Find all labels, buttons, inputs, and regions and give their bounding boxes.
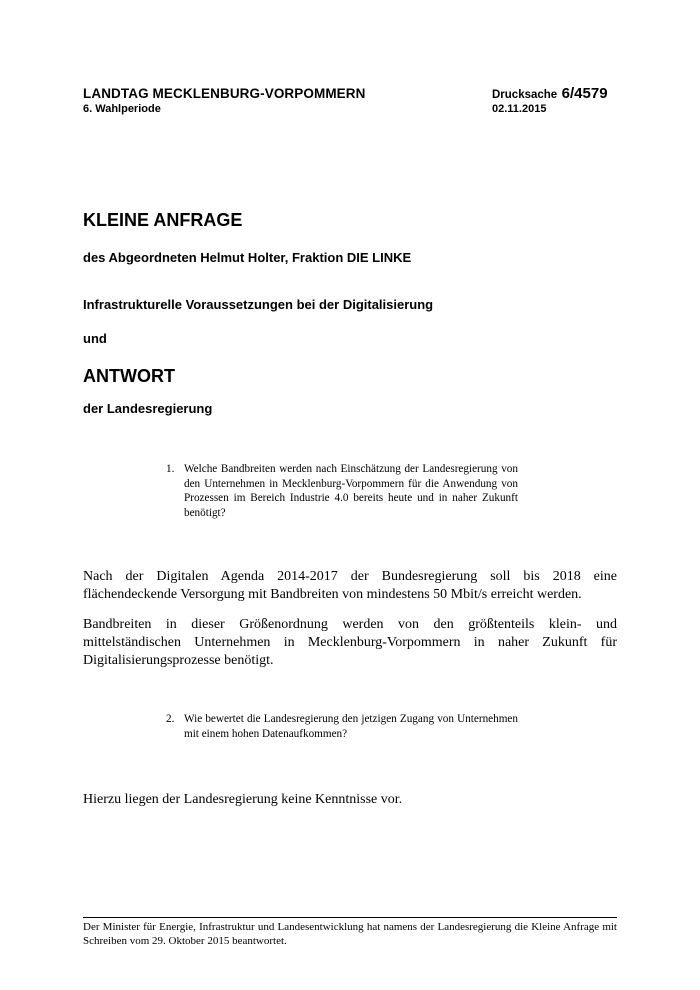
drucksache-reference — [492, 85, 608, 103]
question-2 — [166, 712, 518, 741]
document-title-antwort: ANTWORT — [83, 366, 175, 386]
question-text: Welche Bandbreiten werden nach Einschätzung der Landesregierung von den Unternehmen in Mecklenburg-Vorpommern für die Anwendung von Prozessen im Bereich Industrie 4.0 bereits heute und in naher Zukunft benötigt? — [184, 463, 518, 519]
legislative-period: 6. Wahlperiode — [83, 103, 161, 115]
question-number: 1. — [166, 463, 175, 475]
question-number: 2. — [166, 713, 175, 725]
inquiry-topic: Infrastrukturelle Voraussetzungen bei der Digitalisierung — [83, 297, 434, 312]
parliament-name: LANDTAG MECKLENBURG-VORPOMMERN — [83, 86, 366, 101]
drucksache-label: Drucksache — [492, 89, 558, 101]
inquiry-author: des Abgeordneten Helmut Holter, Fraktion DIE LINKE — [83, 250, 412, 265]
footnote-divider — [83, 917, 617, 918]
answer-paragraph-2: Bandbreiten in dieser Größenordnung werden von den größtenteils klein- und mittelständischen Unternehmen in Mecklenburg-Vorpommern in naher Zukunft für Digitalisierungsprozesse benötigt. — [83, 617, 617, 668]
answer-paragraph-1: Nach der Digitalen Agenda 2014-2017 der Bundesregierung soll bis 2018 eine flächendeckende Versorgung mit Bandbreiten von mindestens 50 Mbit/s erreicht werden. — [83, 569, 617, 602]
answering-body: der Landesregierung — [83, 401, 213, 416]
question-1 — [166, 462, 518, 520]
footnote: Der Minister für Energie, Infrastruktur und Landesentwicklung hat namens der Landesregierung die Kleine Anfrage mit Schreiben vom 29. Oktober 2015 beantwortet. — [83, 921, 617, 947]
document-date: 02.11.2015 — [492, 103, 547, 115]
document-title-kleine-anfrage: KLEINE ANFRAGE — [83, 210, 243, 230]
answer-paragraph-3: Hierzu liegen der Landesregierung keine Kenntnisse vor. — [83, 792, 403, 807]
question-text: Wie bewertet die Landesregierung den jetzigen Zugang von Unternehmen mit einem hohen Datenaufkommen? — [184, 713, 518, 740]
connector-und: und — [83, 331, 107, 346]
drucksache-number: 6/4579 — [561, 85, 608, 102]
